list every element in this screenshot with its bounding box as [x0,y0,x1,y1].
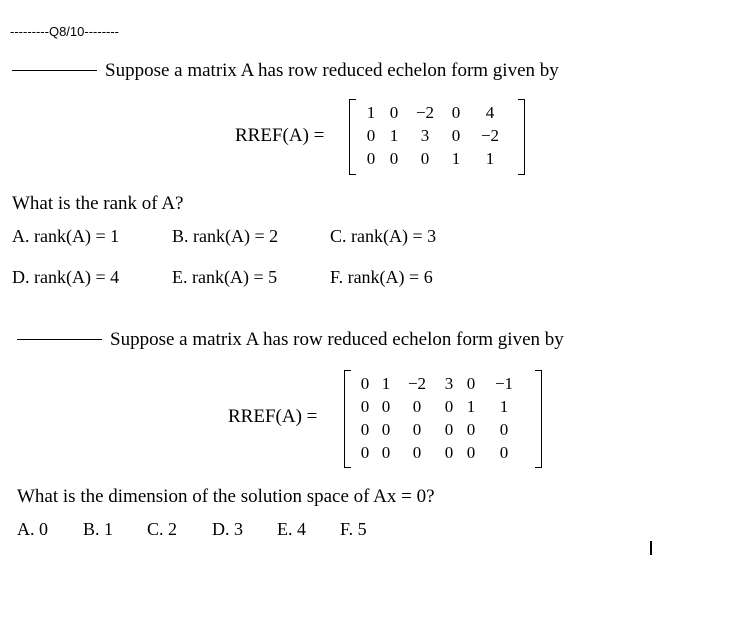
q2-matrix-entry: 0 [444,419,454,439]
q1-matrix-row [359,101,513,124]
q2-matrix-entry: 0 [466,442,476,462]
q2-option-b[interactable]: B. 1 [83,519,114,539]
q1-matrix-entry: 0 [389,102,399,122]
q2-matrix-entry: 0 [444,396,454,416]
q2-matrix-entry: 0 [360,396,370,416]
q1-matrix-entry: 1 [389,125,399,145]
q2-answer-blank[interactable] [17,339,102,340]
q1-option-a[interactable]: A. rank(A) = 1 [12,226,120,246]
q2-option-f[interactable]: F. 5 [340,519,367,539]
q2-matrix-entry: −2 [407,373,427,393]
q1-matrix-entry: 1 [451,148,461,168]
q2-matrix-entry: 0 [381,442,391,462]
q2-matrix-entry: 0 [412,442,422,462]
q2-matrix-entry: 0 [360,442,370,462]
q1-option-e[interactable]: E. rank(A) = 5 [172,267,278,287]
q1-option-f[interactable]: F. rank(A) = 6 [330,267,433,287]
q1-matrix-entry: 3 [420,125,430,145]
q2-matrix-entry: 0 [381,419,391,439]
q1-matrix-row [359,147,513,170]
q2-prompt: Suppose a matrix A has row reduced echelon form given by [110,329,564,350]
text-cursor [650,541,652,555]
q1-matrix-row [359,124,513,147]
q2-matrix-entry: 0 [412,396,422,416]
q2-matrix-entry: 0 [444,442,454,462]
q2-matrix [344,370,542,468]
q1-matrix-entry: 1 [485,148,495,168]
q1-matrix-entry: 0 [366,148,376,168]
q1-matrix-entry: 0 [420,148,430,168]
q1-option-c[interactable]: C. rank(A) = 3 [330,226,437,246]
q2-matrix-entry: 0 [466,373,476,393]
q2-question: What is the dimension of the solution space of Ax = 0? [17,486,435,507]
q2-option-e[interactable]: E. 4 [277,519,306,539]
q2-prompt-line [17,329,564,351]
q2-option-a[interactable]: A. 0 [17,519,48,539]
q1-matrix [349,99,525,175]
q2-matrix-table [354,372,526,464]
q1-matrix-entry: 0 [389,148,399,168]
q1-prompt-line [12,60,559,82]
q2-matrix-entry: 1 [499,396,509,416]
q2-matrix-entry: 0 [360,419,370,439]
q1-matrix-entry: 1 [366,102,376,122]
q1-matrix-entry: 4 [485,102,495,122]
q1-option-d[interactable]: D. rank(A) = 4 [12,267,120,287]
q1-question: What is the rank of A? [12,193,184,214]
q2-matrix-entry: −1 [494,373,514,393]
q2-option-c[interactable]: C. 2 [147,519,178,539]
q2-matrix-entry: 0 [360,373,370,393]
q2-rref-label: RREF(A) = [228,406,318,427]
q1-matrix-entry: 0 [451,102,461,122]
q1-answer-blank[interactable] [12,70,97,71]
q2-matrix-row [354,441,526,464]
question-header: ---------Q8/10-------- [10,24,120,39]
q1-option-b[interactable]: B. rank(A) = 2 [172,226,279,246]
q2-matrix-row [354,372,526,395]
q2-matrix-left-bracket [344,370,351,468]
q2-option-d[interactable]: D. 3 [212,519,243,539]
q2-matrix-entry: 0 [466,419,476,439]
q2-matrix-row [354,418,526,441]
q1-matrix-entry: 0 [451,125,461,145]
q1-rref-label: RREF(A) = [235,125,325,146]
q2-matrix-entry: 0 [499,442,509,462]
q1-matrix-entry: 0 [366,125,376,145]
q2-matrix-entry: 1 [466,396,476,416]
q2-matrix-entry: 0 [412,419,422,439]
q2-matrix-row [354,395,526,418]
q2-matrix-entry: 0 [381,396,391,416]
q2-matrix-entry: 0 [499,419,509,439]
q1-prompt: Suppose a matrix A has row reduced echelon form given by [105,60,559,81]
q1-matrix-entry: −2 [480,125,500,145]
q2-matrix-right-bracket [535,370,542,468]
q1-matrix-left-bracket [349,99,356,175]
q2-matrix-entry: 3 [444,373,454,393]
q1-matrix-right-bracket [518,99,525,175]
q1-matrix-table [359,101,513,170]
q1-matrix-entry: −2 [415,102,435,122]
q2-matrix-entry: 1 [381,373,391,393]
